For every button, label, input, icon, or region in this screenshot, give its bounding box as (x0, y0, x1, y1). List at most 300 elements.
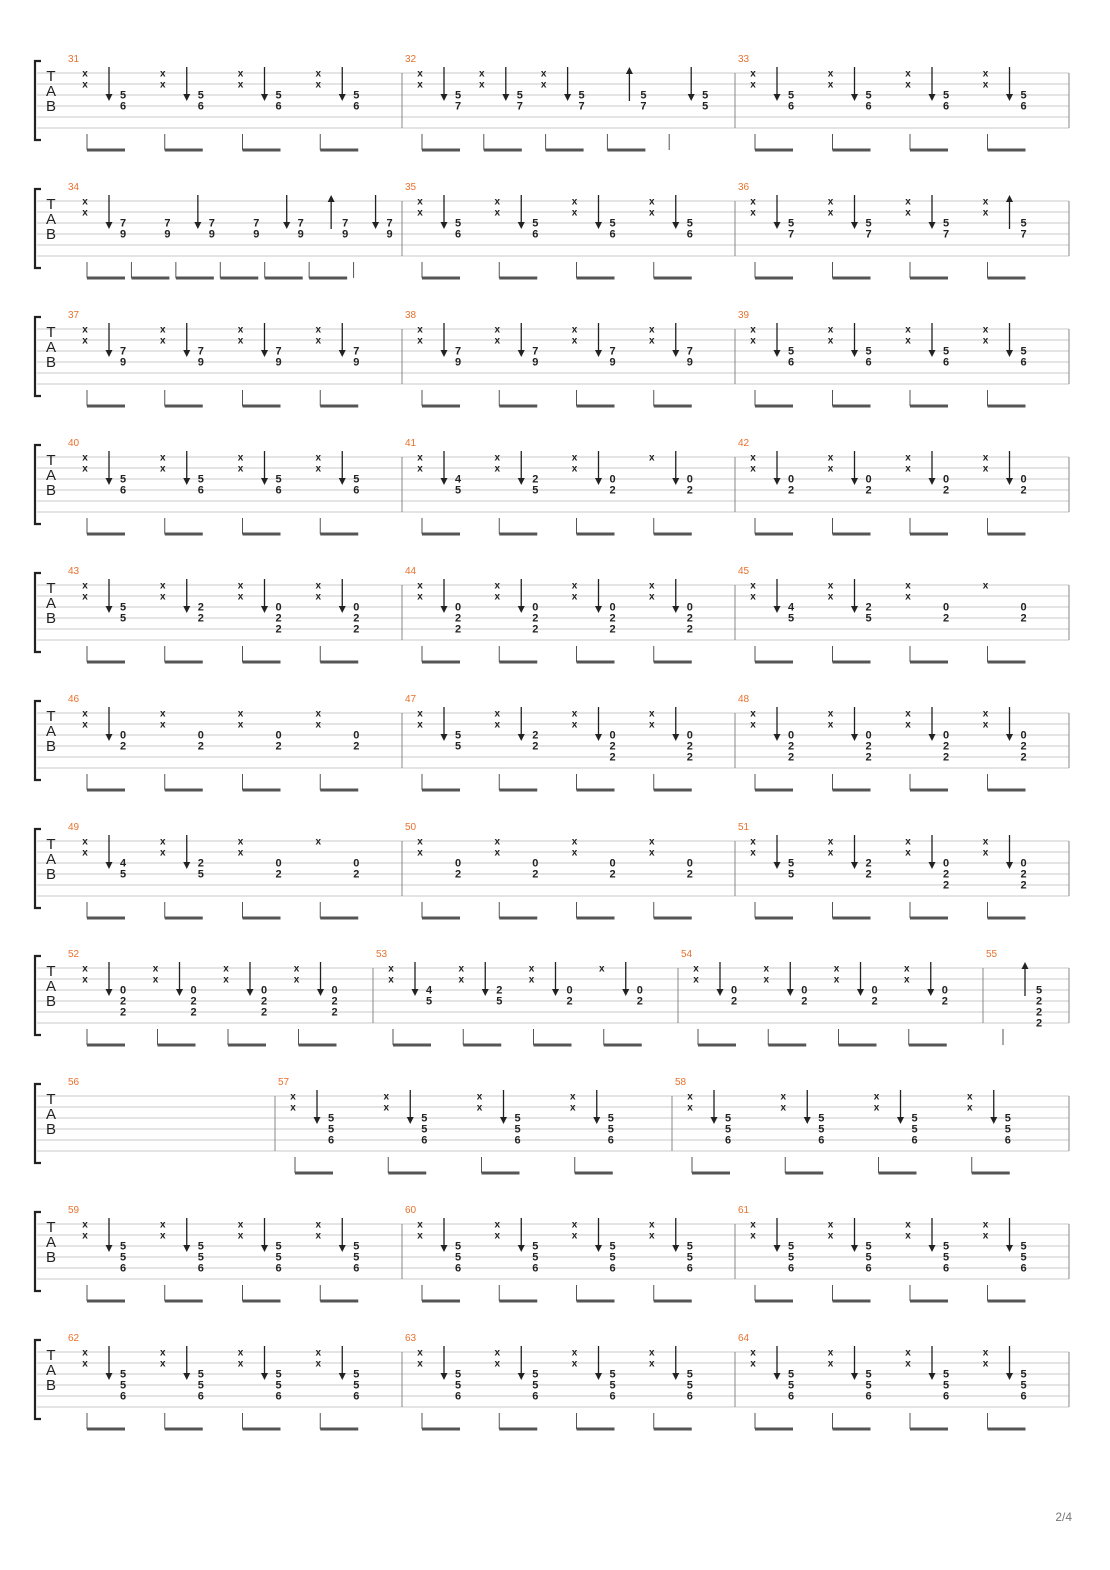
fret-number: 5 (686, 1251, 693, 1264)
dead-note: x (598, 963, 605, 975)
dead-note: x (82, 719, 88, 731)
fret-number: 5 (787, 1368, 795, 1381)
fret-number: 9 (275, 356, 282, 369)
fret-number: 5 (454, 484, 462, 497)
fret-number: 5 (197, 868, 204, 881)
dead-note: x (569, 1091, 576, 1103)
dead-note: x (571, 580, 578, 592)
dead-note: x (82, 335, 88, 347)
fret-number: 2 (730, 995, 738, 1008)
arrowhead (1006, 862, 1013, 869)
dead-note: x (827, 836, 834, 848)
dead-note: x (290, 1102, 296, 1114)
dead-note: x (827, 580, 834, 592)
fret-number: 5 (607, 1112, 614, 1125)
dead-note: x (458, 974, 465, 986)
measure-number: 56 (68, 1077, 80, 1088)
fret-number: 2 (454, 868, 462, 881)
fret-number: 2 (260, 995, 268, 1008)
dead-note: x (571, 591, 578, 603)
dead-note: x (159, 580, 166, 592)
fret-number: 5 (818, 1123, 825, 1136)
arrowhead (717, 989, 724, 996)
arrowhead (183, 350, 190, 357)
dead-note: x (982, 68, 989, 80)
fret-number: 7 (578, 100, 585, 113)
fret-number: 2 (532, 868, 539, 881)
dead-note: x (237, 1230, 244, 1242)
measure (678, 949, 948, 1045)
dead-note: x (417, 719, 423, 731)
fret-number: 6 (275, 1262, 282, 1275)
dead-note: x (982, 1219, 989, 1231)
fret-number: 7 (208, 217, 215, 230)
fret-number: 2 (609, 868, 616, 881)
fret-number: 7 (197, 345, 204, 358)
fret-number: 0 (119, 984, 127, 997)
dead-note: x (905, 1230, 911, 1242)
arrowhead (774, 222, 781, 229)
fret-number: 2 (1035, 1017, 1043, 1030)
arrowhead (339, 1245, 346, 1252)
fret-number: 0 (609, 857, 616, 870)
fret-number: 2 (609, 623, 616, 636)
fret-number: 5 (1020, 345, 1027, 358)
arrowhead (595, 606, 602, 613)
measure-number: 40 (68, 438, 80, 449)
arrowhead (518, 350, 525, 357)
dead-note: x (159, 708, 166, 720)
dead-note: x (571, 335, 578, 347)
arrowhead (183, 1245, 190, 1252)
tab-clef-letter: B (45, 610, 57, 627)
tab-clef-letter: A (45, 851, 57, 868)
measure-number: 62 (68, 1333, 80, 1344)
dead-note: x (237, 1347, 244, 1359)
fret-number: 6 (865, 356, 872, 369)
tab-clef-letter: T (46, 452, 56, 469)
dead-note: x (494, 452, 501, 464)
arrowhead (261, 478, 268, 485)
dead-note: x (237, 79, 244, 91)
arrowhead (441, 1245, 448, 1252)
fret-number: 2 (865, 857, 872, 870)
measure-number: 39 (738, 310, 750, 321)
dead-note: x (494, 1347, 501, 1359)
arrowhead (929, 222, 936, 229)
fret-number: 2 (260, 1006, 268, 1019)
measure (402, 310, 693, 406)
measure (983, 949, 1042, 1045)
fret-number: 6 (454, 1390, 462, 1403)
fret-number: 5 (353, 473, 360, 486)
dead-note: x (528, 963, 535, 975)
dead-note: x (159, 335, 166, 347)
fret-number: 0 (787, 473, 795, 486)
measure (402, 822, 693, 918)
dead-note: x (82, 79, 88, 91)
fret-number: 4 (454, 473, 462, 486)
dead-note: x (417, 463, 423, 475)
dead-note: x (905, 580, 911, 592)
arrowhead (851, 222, 858, 229)
dead-note: x (905, 591, 911, 603)
dead-note: x (82, 324, 88, 336)
dead-note: x (693, 963, 699, 975)
arrowhead (412, 989, 419, 996)
beat (164, 218, 170, 241)
dead-note: x (905, 719, 911, 731)
dead-note: x (479, 68, 485, 80)
fret-number: 6 (532, 1390, 539, 1403)
fret-number: 5 (327, 1123, 335, 1136)
dead-note: x (982, 847, 989, 859)
dead-note: x (827, 1219, 834, 1231)
tab-system (35, 822, 1069, 918)
arrowhead (261, 606, 268, 613)
page-number: 2/4 (1055, 1510, 1072, 1524)
fret-number: 7 (253, 217, 260, 230)
fret-number: 2 (353, 740, 360, 753)
tab-system (35, 566, 1069, 662)
arrowhead (518, 222, 525, 229)
arrowhead (929, 862, 936, 869)
dead-note: x (982, 1358, 989, 1370)
dead-note: x (750, 68, 756, 80)
fret-number: 5 (1035, 984, 1043, 997)
dead-note: x (494, 335, 501, 347)
arrowhead (851, 350, 858, 357)
fret-number: 5 (787, 1379, 795, 1392)
fret-number: 0 (331, 984, 338, 997)
fret-number: 5 (454, 729, 462, 742)
fret-number: 5 (197, 1240, 204, 1253)
fret-number: 2 (119, 1006, 127, 1019)
dead-note: x (982, 324, 989, 336)
arrowhead (339, 94, 346, 101)
dead-note: x (648, 719, 655, 731)
fret-number: 6 (421, 1134, 428, 1147)
fret-number: 2 (609, 751, 616, 764)
tab-clef-letter: T (46, 1219, 56, 1236)
dead-note: x (82, 963, 88, 975)
fret-number: 2 (686, 612, 693, 625)
fret-number: 5 (787, 1251, 795, 1264)
fret-number: 5 (275, 89, 282, 102)
arrowhead (851, 1373, 858, 1380)
dead-note: x (82, 1219, 88, 1231)
dead-note: x (417, 79, 423, 91)
fret-number: 5 (865, 217, 872, 230)
arrowhead (314, 1117, 321, 1124)
fret-number: 6 (275, 484, 282, 497)
fret-number: 6 (119, 484, 127, 497)
arrowhead (595, 350, 602, 357)
fret-number: 2 (532, 740, 539, 753)
fret-number: 5 (865, 345, 872, 358)
measure (68, 1333, 359, 1429)
dead-note: x (571, 196, 578, 208)
arrowhead (283, 222, 290, 229)
measure-number: 59 (68, 1205, 80, 1216)
fret-number: 2 (787, 484, 795, 497)
fret-number: 2 (686, 623, 693, 636)
dead-note: x (494, 1358, 501, 1370)
arrowhead (672, 1373, 679, 1380)
tab-clef-letter: B (45, 1121, 57, 1138)
dead-note: x (315, 591, 322, 603)
fret-number: 6 (1004, 1134, 1011, 1147)
fret-number: 5 (275, 1379, 282, 1392)
dead-note: x (750, 1230, 756, 1242)
measure (68, 949, 338, 1045)
fret-number: 7 (1020, 228, 1027, 241)
fret-number: 5 (686, 217, 693, 230)
fret-number: 0 (532, 601, 539, 614)
measure (68, 54, 359, 150)
fret-number: 0 (454, 601, 462, 614)
fret-number: 2 (609, 612, 616, 625)
fret-number: 7 (516, 100, 523, 113)
dead-note: x (873, 1091, 880, 1103)
arrowhead (672, 1245, 679, 1252)
fret-number: 5 (532, 217, 539, 230)
arrowhead (851, 606, 858, 613)
fret-number: 6 (787, 1262, 795, 1275)
fret-number: 2 (942, 484, 950, 497)
arrowhead (106, 1373, 113, 1380)
fret-number: 6 (197, 1262, 204, 1275)
dead-note: x (905, 836, 911, 848)
dead-note: x (827, 719, 834, 731)
fret-number: 5 (1004, 1123, 1011, 1136)
fret-number: 5 (119, 1240, 127, 1253)
measure-number: 63 (405, 1333, 417, 1344)
measure (735, 822, 1027, 918)
arrowhead (1006, 1245, 1013, 1252)
arrowhead (518, 1245, 525, 1252)
dead-note: x (750, 708, 756, 720)
tab-clef-letter: T (46, 68, 56, 85)
fret-number: 7 (942, 228, 950, 241)
fret-number: 0 (609, 473, 616, 486)
fret-number: 5 (197, 89, 204, 102)
fret-number: 5 (1020, 89, 1027, 102)
measure-number: 33 (738, 54, 750, 65)
measure-number: 57 (278, 1077, 290, 1088)
tab-clef-letter: A (45, 83, 57, 100)
fret-number: 0 (1020, 601, 1027, 614)
arrowhead (339, 350, 346, 357)
arrowhead (441, 606, 448, 613)
fret-number: 5 (787, 345, 795, 358)
dead-note: x (905, 463, 911, 475)
fret-number: 0 (801, 984, 808, 997)
arrowhead (711, 1117, 718, 1124)
dead-note: x (763, 974, 770, 986)
fret-number: 5 (532, 1240, 539, 1253)
fret-number: 4 (119, 857, 127, 870)
measure-number: 54 (681, 949, 693, 960)
fret-number: 2 (865, 740, 872, 753)
tab-clef-letter: A (45, 1106, 57, 1123)
arrowhead (183, 862, 190, 869)
fret-number: 0 (353, 729, 360, 742)
arrowhead (441, 734, 448, 741)
measure (68, 1077, 80, 1088)
fret-number: 6 (609, 1390, 616, 1403)
dead-note: x (750, 452, 756, 464)
dead-note: x (750, 847, 756, 859)
dead-note: x (159, 1219, 166, 1231)
fret-number: 5 (724, 1112, 732, 1125)
dead-note: x (571, 463, 578, 475)
fret-number: 0 (942, 729, 950, 742)
arrowhead (518, 1373, 525, 1380)
arrowhead (593, 1117, 600, 1124)
arrowhead (502, 94, 509, 101)
fret-number: 2 (353, 868, 360, 881)
tab-system (35, 310, 1069, 406)
arrowhead (1006, 94, 1013, 101)
arrowhead (106, 350, 113, 357)
dead-note: x (903, 974, 910, 986)
dead-note: x (82, 580, 88, 592)
arrowhead (407, 1117, 414, 1124)
measure-number: 32 (405, 54, 417, 65)
arrowhead (851, 94, 858, 101)
arrowhead (929, 1373, 936, 1380)
measure (672, 1077, 1011, 1173)
fret-number: 5 (353, 1251, 360, 1264)
fret-number: 2 (275, 868, 282, 881)
dead-note: x (417, 335, 423, 347)
arrowhead (106, 734, 113, 741)
measure-number: 50 (405, 822, 417, 833)
arrowhead (688, 94, 695, 101)
tab-clef-letter: B (45, 482, 57, 499)
fret-number: 4 (425, 984, 433, 997)
fret-number: 9 (454, 356, 462, 369)
measure (735, 310, 1027, 406)
dead-note: x (315, 1219, 322, 1231)
fret-number: 5 (787, 857, 795, 870)
dead-note: x (982, 719, 989, 731)
dead-note: x (417, 591, 423, 603)
arrowhead (176, 989, 183, 996)
dead-note: x (648, 452, 655, 464)
fret-number: 5 (1020, 217, 1027, 230)
arrowhead (328, 195, 335, 202)
fret-number: 2 (609, 484, 616, 497)
tab-clef-letter: A (45, 1362, 57, 1379)
dead-note: x (648, 1358, 655, 1370)
dead-note: x (237, 68, 244, 80)
fret-number: 2 (942, 868, 950, 881)
dead-note: x (827, 324, 834, 336)
tab-clef-letter: A (45, 339, 57, 356)
dead-note: x (693, 974, 699, 986)
dead-note: x (82, 847, 88, 859)
arrowhead (441, 1373, 448, 1380)
tab-clef-letter: B (45, 354, 57, 371)
dead-note: x (982, 708, 989, 720)
fret-number: 7 (342, 217, 349, 230)
fret-number: 5 (421, 1123, 428, 1136)
arrowhead (183, 1373, 190, 1380)
fret-number: 5 (609, 1368, 616, 1381)
fret-number: 5 (865, 1251, 872, 1264)
fret-number: 0 (686, 601, 693, 614)
arrowhead (317, 989, 324, 996)
fret-number: 2 (532, 473, 539, 486)
tab-clef-letter: A (45, 723, 57, 740)
arrowhead (857, 989, 864, 996)
dead-note: x (571, 324, 578, 336)
dead-note: x (293, 963, 300, 975)
dead-note: x (159, 1347, 166, 1359)
dead-note: x (750, 463, 756, 475)
fret-number: 2 (275, 612, 282, 625)
dead-note: x (223, 974, 229, 986)
fret-number: 5 (454, 1368, 462, 1381)
dead-note: x (571, 207, 578, 219)
dead-note: x (982, 196, 989, 208)
fret-number: 5 (942, 89, 950, 102)
fret-number: 2 (532, 729, 539, 742)
measure-number: 64 (738, 1333, 750, 1344)
dead-note: x (159, 68, 166, 80)
arrowhead (339, 606, 346, 613)
tab-clef-letter: T (46, 963, 56, 980)
measure-number: 45 (738, 566, 750, 577)
arrowhead (1006, 478, 1013, 485)
dead-note: x (315, 324, 322, 336)
fret-number: 5 (532, 1379, 539, 1392)
measure (735, 54, 1027, 150)
dead-note: x (458, 963, 465, 975)
arrowhead (990, 1117, 997, 1124)
dead-note: x (388, 974, 394, 986)
fret-number: 0 (686, 857, 693, 870)
fret-number: 6 (942, 1262, 950, 1275)
fret-number: 2 (787, 751, 795, 764)
fret-number: 0 (865, 729, 872, 742)
fret-number: 6 (818, 1134, 825, 1147)
tab-system (35, 1333, 1069, 1429)
dead-note: x (315, 335, 322, 347)
dead-note: x (571, 1358, 578, 1370)
dead-note: x (833, 974, 840, 986)
dead-note: x (417, 452, 423, 464)
dead-note: x (905, 324, 911, 336)
arrowhead (929, 94, 936, 101)
dead-note: x (494, 580, 501, 592)
fret-number: 2 (331, 995, 338, 1008)
arrowhead (595, 1245, 602, 1252)
fret-number: 5 (787, 217, 795, 230)
fret-number: 0 (353, 601, 360, 614)
measure (735, 566, 1027, 662)
fret-number: 2 (119, 995, 127, 1008)
arrowhead (1022, 962, 1029, 969)
fret-number: 7 (686, 345, 693, 358)
dead-note: x (571, 1347, 578, 1359)
fret-number: 2 (865, 484, 872, 497)
measure-number: 53 (376, 949, 388, 960)
fret-number: 0 (532, 857, 539, 870)
fret-number: 0 (871, 984, 878, 997)
